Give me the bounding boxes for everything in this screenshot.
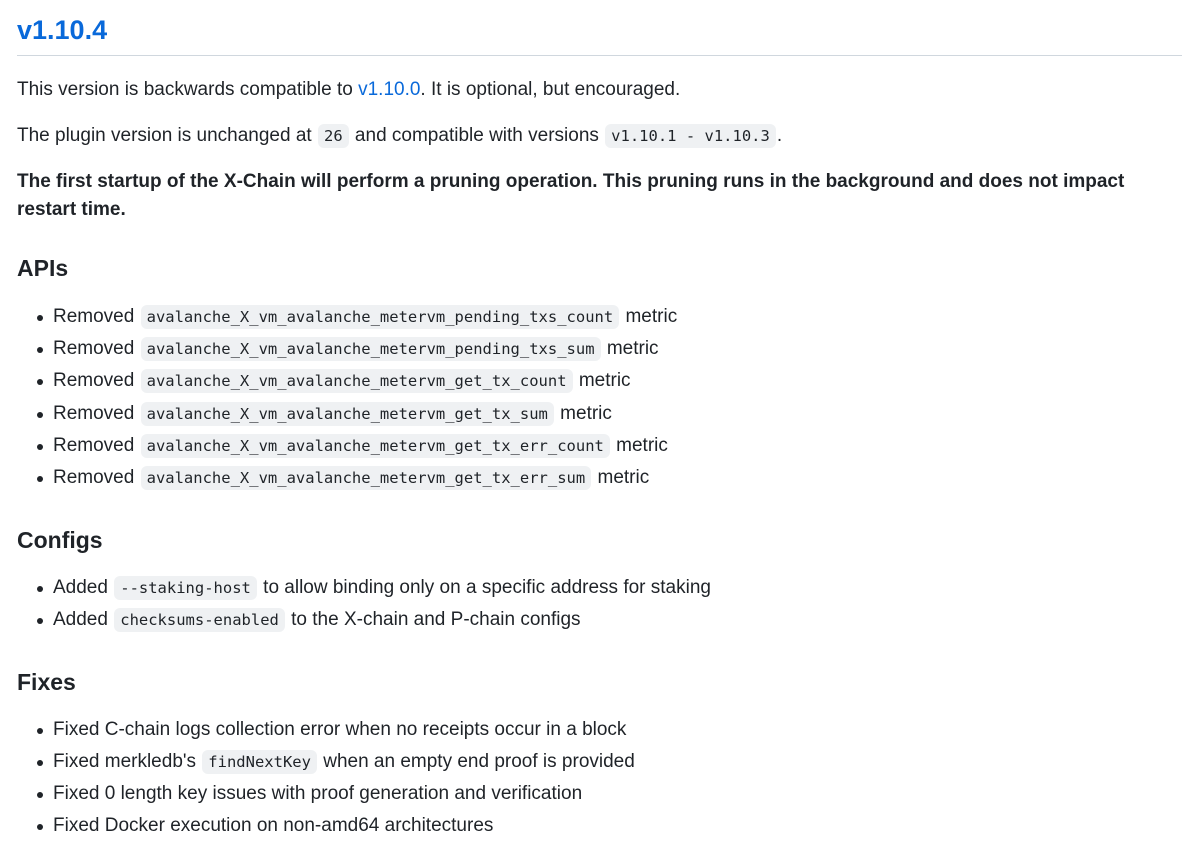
list-item xyxy=(53,604,1182,636)
list-item xyxy=(53,714,1182,746)
item-prefix: Removed xyxy=(53,434,140,456)
item-suffix: to the X-chain and P-chain configs xyxy=(285,609,581,631)
item-suffix: metric xyxy=(601,338,659,360)
plugin-suffix-text: . xyxy=(776,125,783,146)
function-code: findNextKey xyxy=(202,750,317,774)
plugin-version-code: 26 xyxy=(318,124,349,148)
item-suffix: metric xyxy=(610,434,668,456)
configs-list xyxy=(17,572,1182,636)
item-prefix: Removed xyxy=(53,402,140,424)
plugin-prefix-text: The plugin version is unchanged at xyxy=(17,125,317,146)
item-prefix: Removed xyxy=(53,338,140,360)
list-item xyxy=(53,810,1182,842)
list-item xyxy=(53,778,1182,810)
plugin-range-code: v1.10.1 - v1.10.3 xyxy=(605,124,776,148)
pruning-note-bold: The first startup of the X-Chain will perform a pruning operation. This pruning runs in the background and does not impact restart time. xyxy=(17,171,1125,220)
compat-prefix-text: This version is backwards compatible to xyxy=(17,79,359,100)
configs-heading: Configs xyxy=(17,527,103,554)
metric-code: avalanche_X_vm_avalanche_metervm_get_tx_sum xyxy=(141,402,554,426)
item-text: Fixed Docker execution on non-amd64 architectures xyxy=(53,815,494,837)
metric-code: avalanche_X_vm_avalanche_metervm_pending_txs_sum xyxy=(141,337,601,361)
item-text: Fixed 0 length key issues with proof generation and verification xyxy=(53,783,583,805)
release-title xyxy=(17,0,1182,56)
compatibility-paragraph xyxy=(17,76,1182,104)
list-item xyxy=(53,333,1182,365)
list-item xyxy=(53,462,1182,494)
item-prefix: Added xyxy=(53,609,114,631)
item-suffix: when an empty end proof is provided xyxy=(317,750,635,772)
metric-code: avalanche_X_vm_avalanche_metervm_get_tx_err_count xyxy=(141,434,610,458)
config-flag-code: checksums-enabled xyxy=(114,608,285,632)
item-suffix: to allow binding only on a specific address for staking xyxy=(257,577,711,599)
fixes-list xyxy=(17,714,1182,842)
item-prefix: Removed xyxy=(53,467,140,489)
list-item xyxy=(53,301,1182,333)
metric-code: avalanche_X_vm_avalanche_metervm_get_tx_err_sum xyxy=(141,466,592,490)
plugin-version-paragraph xyxy=(17,122,1182,150)
apis-list xyxy=(17,301,1182,494)
compat-suffix-text: . It is optional, but encouraged. xyxy=(420,79,681,100)
item-text: Fixed C-chain logs collection error when no receipts occur in a block xyxy=(53,718,627,740)
list-item xyxy=(53,365,1182,397)
item-prefix: Fixed merkledb's xyxy=(53,750,202,772)
pruning-note xyxy=(17,168,1182,224)
list-item xyxy=(53,398,1182,430)
list-item xyxy=(53,746,1182,778)
item-suffix: metric xyxy=(554,402,612,424)
compat-version-link[interactable]: v1.10.0 xyxy=(358,79,421,100)
item-suffix: metric xyxy=(573,370,631,392)
list-item xyxy=(53,430,1182,462)
plugin-middle-text: and compatible with versions xyxy=(349,125,605,146)
item-prefix: Added xyxy=(53,577,114,599)
item-suffix: metric xyxy=(620,306,678,327)
metric-code: avalanche_X_vm_avalanche_metervm_pending_txs_count xyxy=(141,305,620,329)
apis-heading: APIs xyxy=(17,255,69,281)
item-prefix: Removed xyxy=(53,306,140,327)
item-prefix: Removed xyxy=(53,370,140,392)
list-item xyxy=(53,572,1182,604)
fixes-heading: Fixes xyxy=(17,668,76,695)
item-suffix: metric xyxy=(592,467,650,489)
metric-code: avalanche_X_vm_avalanche_metervm_get_tx_count xyxy=(141,369,573,393)
config-flag-code: --staking-host xyxy=(114,576,257,600)
release-version-link[interactable]: v1.10.4 xyxy=(17,15,108,45)
